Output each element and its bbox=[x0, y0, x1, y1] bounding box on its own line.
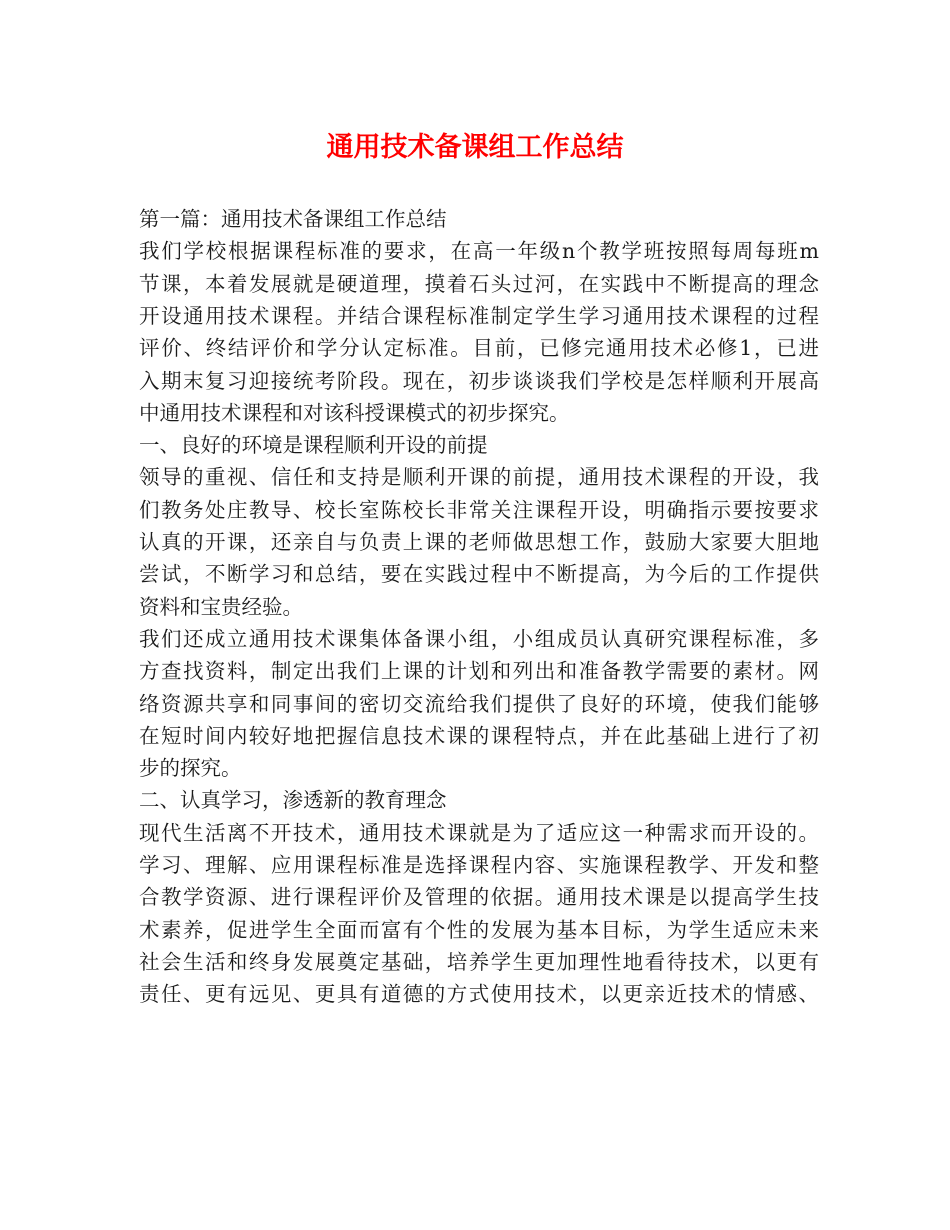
body-line: 认真的开课，还亲自与负责上课的老师做思想工作，鼓励大家要大胆地 bbox=[139, 530, 819, 554]
body-line: 一、良好的环境是课程顺利开设的前提 bbox=[139, 433, 488, 458]
body-line: 学习、理解、应用课程标准是选择课程内容、实施课程教学、开发和整 bbox=[139, 853, 819, 877]
body-line: 领导的重视、信任和支持是顺利开课的前提，通用技术课程的开设，我 bbox=[139, 465, 819, 490]
body-line: 合教学资源、进行课程评价及管理的依据。通用技术课是以提高学生技 bbox=[139, 885, 819, 910]
body-line: 尝试，不断学习和总结，要在实践过程中不断提高，为今后的工作提供 bbox=[139, 562, 819, 587]
body-line: 开设通用技术课程。并结合课程标准制定学生学习通用技术课程的过程 bbox=[139, 303, 819, 328]
body-line: 第一篇：通用技术备课组工作总结 bbox=[139, 207, 447, 231]
body-line: 在短时间内较好地把握信息技术课的课程特点，并在此基础上进行了初 bbox=[139, 723, 819, 748]
body-line: 责任、更有远见、更具有道德的方式使用技术，以更亲近技术的情感、 bbox=[139, 982, 819, 1007]
body-line: 评价、终结评价和学分认定标准。目前，已修完通用技术必修1，已进 bbox=[139, 336, 819, 361]
body-line: 我们学校根据课程标准的要求，在高一年级n个教学班按照每周每班m bbox=[139, 239, 819, 264]
body-line: 方查找资料，制定出我们上课的计划和列出和准备教学需要的素材。网 bbox=[139, 659, 819, 684]
body-line: 资料和宝贵经验。 bbox=[139, 594, 303, 619]
body-line: 络资源共享和同事间的密切交流给我们提供了良好的环境，使我们能够 bbox=[139, 691, 819, 716]
body-line: 现代生活离不开技术，通用技术课就是为了适应这一种需求而开设的。 bbox=[139, 820, 819, 845]
body-line: 社会生活和终身发展奠定基础，培养学生更加理性地看待技术，以更有 bbox=[139, 949, 819, 974]
body-line: 术素养，促进学生全面而富有个性的发展为基本目标，为学生适应未来 bbox=[139, 917, 819, 942]
body-line: 中通用技术课程和对该科授课模式的初步探究。 bbox=[139, 400, 570, 425]
body-line: 入期末复习迎接统考阶段。现在，初步谈谈我们学校是怎样顺利开展高 bbox=[139, 368, 819, 393]
body-line: 节课，本着发展就是硬道理，摸着石头过河，在实践中不断提高的理念 bbox=[139, 271, 819, 296]
body-line: 们教务处庄教导、校长室陈校长非常关注课程开设，明确指示要按要求 bbox=[139, 497, 819, 522]
body-line: 步的探究。 bbox=[139, 756, 242, 781]
body-line: 我们还成立通用技术课集体备课小组，小组成员认真研究课程标准，多 bbox=[139, 626, 819, 651]
body-line: 二、认真学习，渗透新的教育理念 bbox=[139, 788, 447, 813]
document-title: 通用技术备课组工作总结 bbox=[326, 132, 624, 163]
